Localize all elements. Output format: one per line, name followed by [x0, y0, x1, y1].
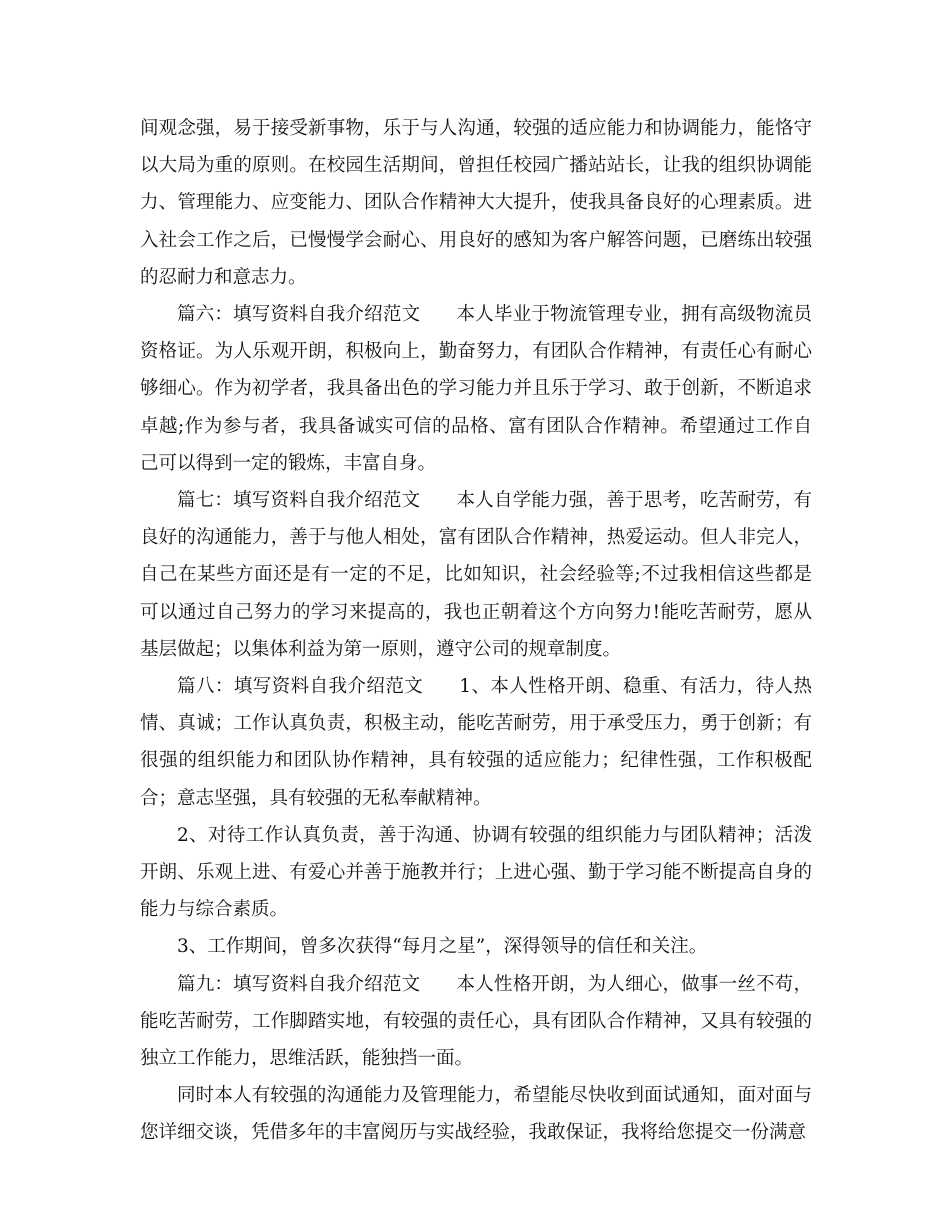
- paragraph-3: [140, 482, 812, 668]
- paragraph-text: 本人自学能力强，善于思考，吃苦耐劳，有良好的沟通能力，善于与他人相处，富有团队合作精神，热爱运动。但人非完人，自己在某些方面还是有一定的不足，比如知识，社会经验等;不过我相信这些都是可以通过自己努力的学习来提高的，我也正朝着这个方向努力!能吃苦耐劳，愿从基层做起；以集体利益为第一原则，遵守公司的规章制度。: [140, 490, 813, 660]
- paragraph-text: 同时本人有较强的沟通能力及管理能力，希望能尽快收到面试通知，面对面与您详细交谈，凭借多年的丰富阅历与实战经验，我敢保证，我将给您提交一份满意: [140, 1085, 812, 1144]
- paragraph-7: [140, 966, 812, 1078]
- paragraph-5: [140, 817, 812, 929]
- paragraph-1: [140, 110, 812, 296]
- paragraph-8: [140, 1077, 812, 1151]
- paragraph-text: 本人性格开朗，为人细心，做事一丝不苟，能吃苦耐劳，工作脚踏实地，有较强的责任心，具有团队合作精神，又具有较强的独立工作能力，思维活跃，能独挡一面。: [140, 973, 812, 1070]
- paragraph-text: 间观念强，易于接受新事物，乐于与人沟通，较强的适应能力和协调能力，能恪守以大局为重的原则。在校园生活期间，曾担任校园广播站站长，让我的组织协调能力、管理能力、应变能力、团队合作精神大大提升，使我具备良好的心理素质。进入社会工作之后，已慢慢学会耐心、用良好的感知为客户解答问题，已磨练出较强的忍耐力和意志力。: [140, 118, 812, 288]
- paragraph-text: 1、本人性格开朗、稳重、有活力，待人热情、真诚；工作认真负责，积极主动，能吃苦耐劳，用于承受压力，勇于创新；有很强的组织能力和团队协作精神，具有较强的适应能力；纪律性强，工作积极配合；意志坚强，具有较强的无私奉献精神。: [140, 676, 812, 809]
- paragraph-6: [140, 928, 812, 965]
- section-heading-7: 篇七：填写资料自我介绍范文: [177, 490, 421, 512]
- paragraph-text: 本人毕业于物流管理专业，拥有高级物流员资格证。为人乐观开朗，积极向上，勤奋努力，有团队合作精神，有责任心有耐心够细心。作为初学者，我具备出色的学习能力并且乐于学习、敢于创新，不断追求卓越;作为参与者，我具备诚实可信的品格、富有团队合作精神。希望通过工作自己可以得到一定的锻炼，丰富自身。: [140, 304, 812, 474]
- section-heading-8: 篇八：填写资料自我介绍范文: [177, 676, 424, 698]
- paragraph-text: 2、对待工作认真负责，善于沟通、协调有较强的组织能力与团队精神；活泼开朗、乐观上进、有爱心并善于施教并行；上进心强、勤于学习能不断提高自身的能力与综合素质。: [140, 824, 812, 921]
- document-body: [140, 110, 812, 1152]
- section-heading-6: 篇六：填写资料自我介绍范文: [177, 304, 421, 326]
- paragraph-text: 3、工作期间，曾多次获得“每月之星”，深得领导的信任和关注。: [177, 936, 708, 958]
- paragraph-4: [140, 668, 812, 817]
- paragraph-2: [140, 296, 812, 482]
- section-heading-9: 篇九：填写资料自我介绍范文: [177, 973, 421, 995]
